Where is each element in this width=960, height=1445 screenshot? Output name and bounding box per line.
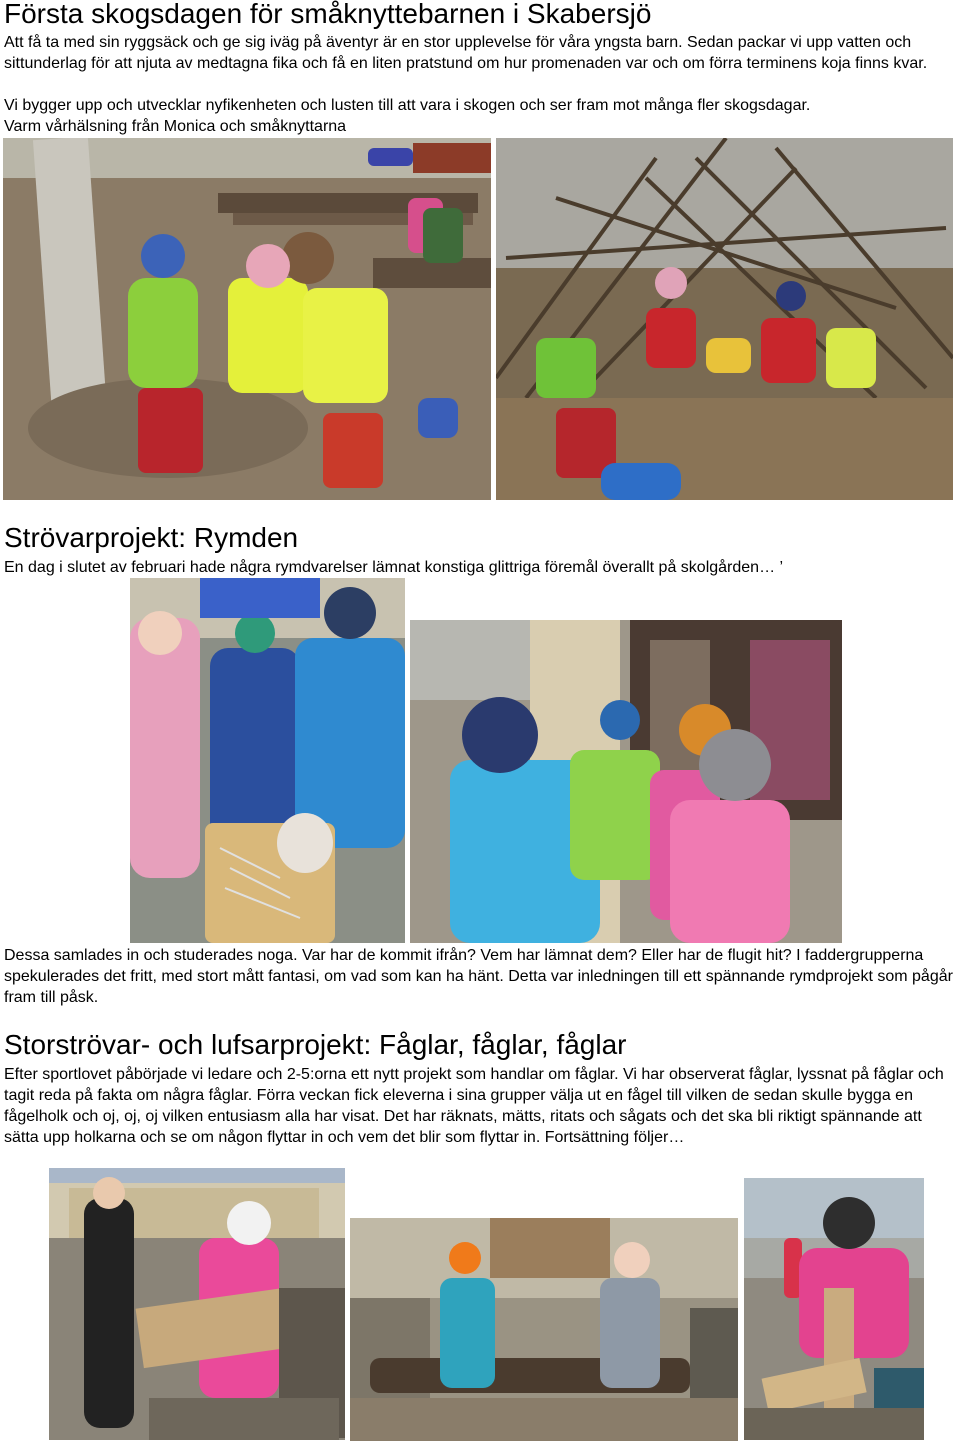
photo-children-looking-up	[130, 578, 405, 943]
paragraph-faglar: Efter sportlovet påbörjade vi ledare och 2-5:orna ett nytt projekt som handlar om fåglar. Vi har observerat fåglar, lyssnat på fåglar och tagit reda på fakta om några fåglar. Förra veckan fick eleverna i sina grupper välja ut en fågel till vilken de sedan skulle bygga en fågelholk och oj, oj, oj vilken entusiasm alla har visat. Det har räknats, mätts, ritats och sågats och det ska bli riktigt spännande att sätta upp holkarna och se om någon flyttar in och vem det blir som flyttar in. Fortsättning följer…	[4, 1066, 944, 1146]
photo-child-sawing	[744, 1178, 924, 1440]
paragraph-rymden-intro: En dag i slutet av februari hade några rymdvarelser lämnat konstiga glittriga föremål överallt på skolgården… ’	[4, 559, 784, 576]
paragraph-nyfikenhet: Vi bygger upp och utvecklar nyfikenheten och lusten till att vara i skogen och ser fram mot många fler skogsdagar.	[4, 97, 811, 114]
section-title-skogsdagen: Första skogsdagen för småknyttebarnen i Skabersjö	[4, 0, 652, 29]
paragraph-intro-skogsdagen: Att få ta med sin ryggsäck och ge sig iväg på äventyr är en stor upplevelse för våra yngsta barn. Sedan packar vi upp vatten och sittunderlag för att njuta av medtagna fika och få en liten pratstund om hur promenaden var och om förra terminens koja finns kvar.	[4, 34, 928, 72]
photo-children-forest-hut	[496, 138, 953, 500]
paragraph-rymden: Dessa samlades in och studerades noga. Var har de kommit ifrån? Vem har lämnat dem? Eller har de flugit hit? I faddergrupperna spekulerades det fritt, med stort mått fantasi, om vad som kan ha hänt. Detta var inledningen till ett spännande rymdprojekt som pågår fram till påsk.	[4, 947, 953, 1006]
section-title-rymden: Strövarprojekt: Rymden	[4, 522, 299, 553]
paragraph-greeting: Varm vårhälsning från Monica och småknyttarna	[4, 118, 347, 135]
photo-children-on-bench	[350, 1218, 738, 1441]
photo-child-sanding-wood	[49, 1168, 345, 1440]
photo-children-by-building	[410, 620, 842, 943]
photo-children-schoolyard	[3, 138, 491, 500]
section-title-faglar: Storströvar- och lufsarprojekt: Fåglar, fåglar, fåglar	[4, 1029, 627, 1060]
